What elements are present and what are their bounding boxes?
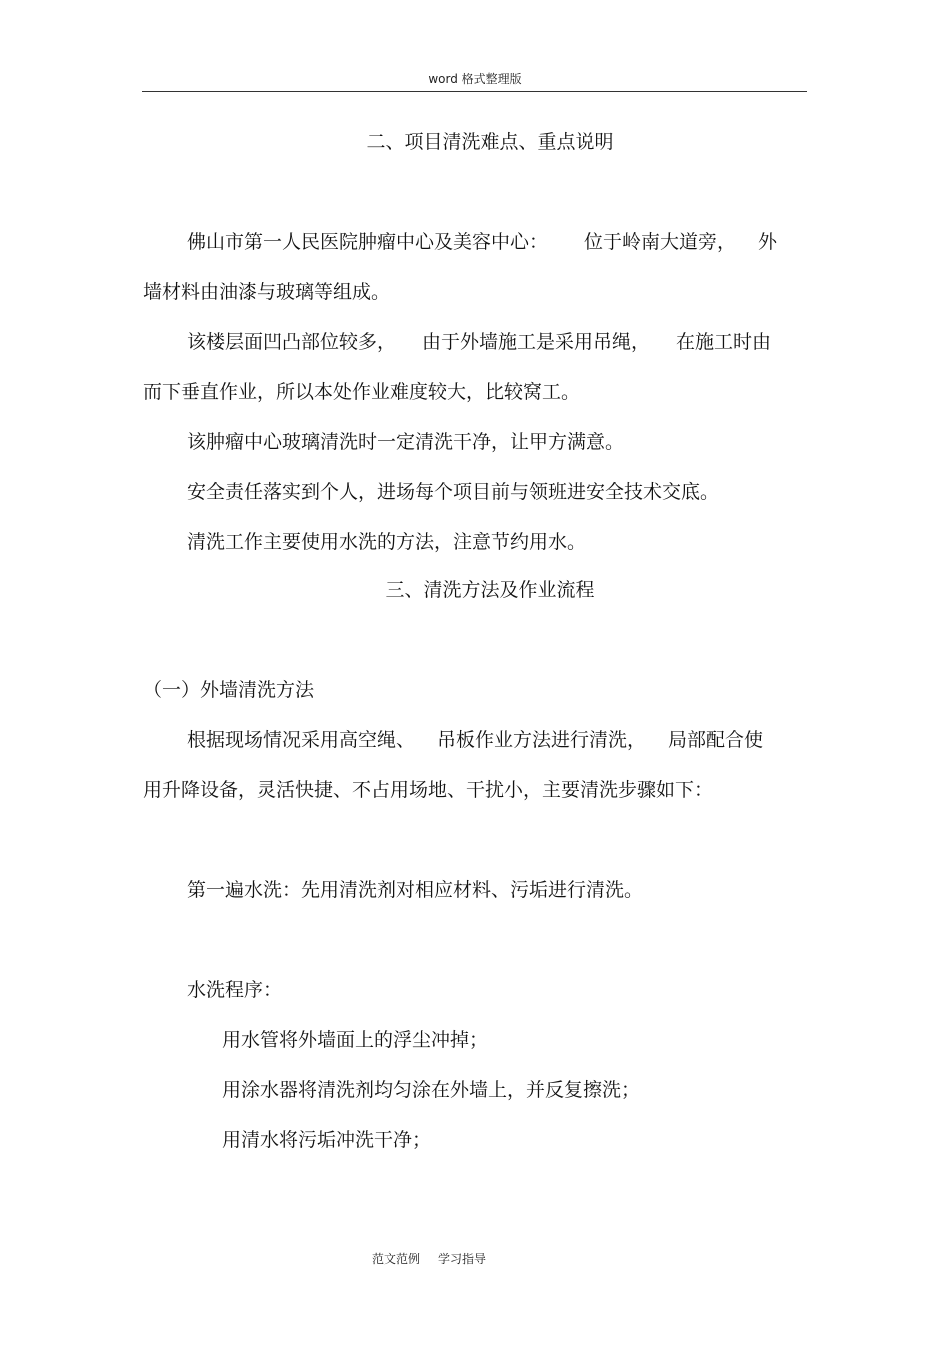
section-3-title: 三、清洗方法及作业流程 (385, 579, 595, 601)
procedure-step-1: 用水管将外墙面上的浮尘冲掉； (222, 1029, 489, 1051)
section-2-para-2-line-2: 而下垂直作业，所以本处作业难度较大，比较窝工。 (143, 381, 581, 403)
para-2-part-a: 该楼层面凹凸部位较多， (187, 331, 397, 353)
s3-para-1-part-a: 根据现场情况采用高空绳、 (187, 729, 416, 751)
page-header: word 格式整理版 (428, 72, 522, 86)
section-2-para-1-line-2: 墙材料由油漆与玻璃等组成。 (143, 281, 391, 303)
section-2-para-4: 安全责任落实到个人，进场每个项目前与领班进安全技术交底。 (187, 481, 720, 503)
section-2-para-3: 该肿瘤中心玻璃清洗时一定清洗干净，让甲方满意。 (187, 431, 625, 453)
para-2-part-c: 在施工时由 (676, 331, 772, 353)
footer-right: 学习指导 (438, 1252, 487, 1266)
para-1-part-a: 佛山市第一人民医院肿瘤中心及美容中心： (187, 231, 549, 253)
section-2-title: 二、项目清洗难点、重点说明 (366, 131, 614, 153)
first-wash-text: 第一遍水洗：先用清洗剂对相应材料、污垢进行清洗。 (187, 879, 644, 901)
para-2-part-b: 由于外墙施工是采用吊绳， (422, 331, 651, 353)
footer-left: 范文范例 (371, 1252, 420, 1266)
header-rule (142, 91, 807, 92)
s3-para-1-part-b: 吊板作业方法进行清洗， (437, 729, 647, 751)
section-3-subtitle: （一）外墙清洗方法 (143, 679, 315, 701)
para-1-part-c: 外 (758, 231, 778, 253)
section-3-para-1-line-2: 用升降设备，灵活快捷、不占用场地、干扰小，主要清洗步骤如下： (143, 779, 714, 801)
procedure-step-3: 用清水将污垢冲洗干净； (222, 1129, 432, 1151)
para-1-part-b: 位于岭南大道旁， (584, 231, 737, 253)
s3-para-1-part-c: 局部配合使 (668, 729, 764, 751)
page-footer (0, 1250, 858, 1267)
procedure-step-2: 用涂水器将清洗剂均匀涂在外墙上，并反复擦洗； (222, 1079, 641, 1101)
section-2-para-5: 清洗工作主要使用水洗的方法，注意节约用水。 (187, 531, 587, 553)
procedure-title: 水洗程序： (187, 979, 283, 1001)
section-2-para-2-line-1 (187, 327, 771, 354)
section-3-para-1-line-1 (187, 725, 763, 752)
section-2-para-1-line-1 (187, 227, 777, 254)
